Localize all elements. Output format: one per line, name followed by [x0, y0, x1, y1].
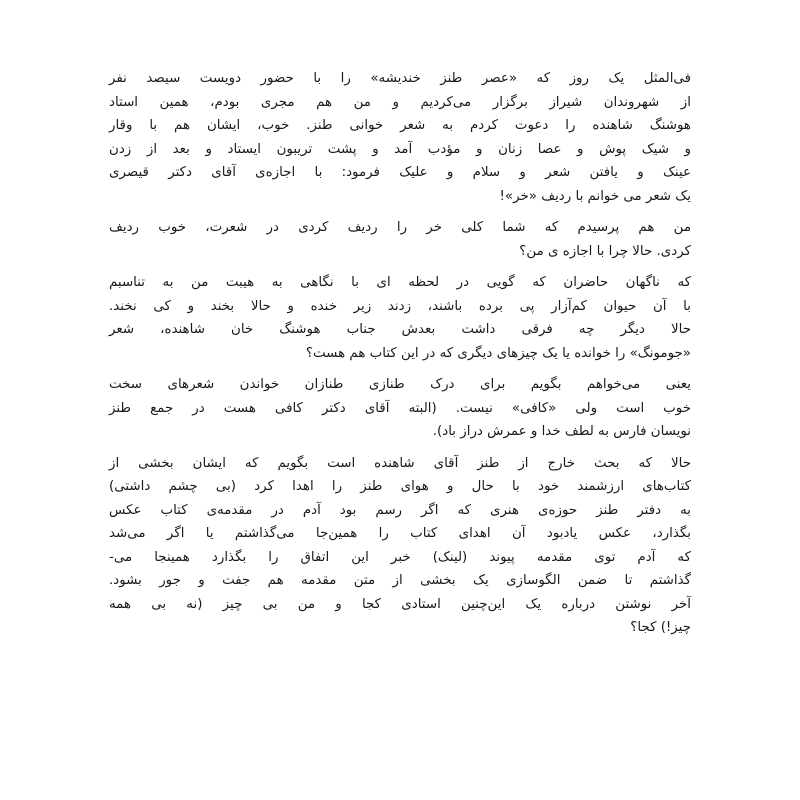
- text-line: و شیک پوش و عصا زنان و مؤدب آمد و پشت تریبون ایستاد و بعد از زدن: [109, 141, 691, 157]
- paragraph-2: [109, 216, 691, 263]
- text-line: عینک و یافتن شعر و سلام و علیک فرمود: با اجازه‌ی آقای دکتر قیصری: [109, 165, 691, 180]
- text-line: من هم پرسیدم که شما کلی خر را ردیف کردی در شعرت، خوب ردیف: [109, 220, 691, 235]
- page-body-text: [109, 67, 691, 648]
- text-line: با آن حیوان کم‌آزار پی برده باشند، زدند زیر خنده و حالا بخند و کی نخند.: [109, 298, 691, 314]
- text-line: آخر نوشتن درباره یک این‌چنین استادی کجا و من بی چیز (نه بی همه: [109, 596, 691, 612]
- text-line: چیز!) کجا؟: [630, 620, 691, 635]
- text-line: حالا که بحث خارج از طنز آقای شاهنده است بگویم که ایشان بخشی از: [109, 455, 691, 471]
- text-line: کردی. حالا چرا با اجازه ی من؟: [519, 243, 691, 259]
- text-line: هوشنگ شاهنده را دعوت کردم به شعر خوانی طنز. خوب، ایشان هم با وقار: [109, 118, 691, 133]
- text-line: خوب است ولی «کافی» نیست. (البته آقای دکتر کافی هست در جمع طنز: [109, 400, 691, 416]
- paragraph-3: [109, 271, 691, 365]
- paragraph-5: [109, 452, 691, 640]
- text-line: نویسان فارس به لطف خدا و عمرش دراز باد).: [432, 424, 691, 439]
- text-line: گذاشتم تا ضمن الگوسازی یک بخشی از متن مقدمه هم جفت و جور بشود.: [109, 573, 691, 588]
- paragraph-1: [109, 67, 691, 208]
- text-line: فی‌المثل یک روز که «عصر طنز خندیشه» را با حضور دویست سیصد نفر: [109, 71, 691, 86]
- text-line: به دفتر طنز حوزه‌ی هنری که اگر رسم بود آدم در مقدمه‌ی کتاب عکس: [109, 502, 691, 518]
- text-line: حالا دیگر چه فرقی داشت بعدش جناب هوشنگ خان شاهنده، شعر: [109, 322, 691, 337]
- text-line: که ناگهان حاضران که گویی در لحظه ای با نگاهی به هیبت من به تناسبم: [109, 275, 691, 290]
- paragraph-4: [109, 373, 691, 444]
- text-line: یعنی می‌خواهم بگویم برای درک طنازی طنازان خواندن شعرهای سخت: [109, 377, 691, 392]
- text-line: «جومونگ» را خوانده یا یک چیزهای دیگری که در این کتاب هم هست؟: [305, 345, 691, 361]
- text-line: یک شعر می خوانم با ردیف «خر»!: [499, 188, 691, 204]
- text-line: بگذارد، عکس یادبود آن اهدای کتاب را همین‌جا می‌گذاشتم یا اگر می‌شد: [109, 526, 691, 541]
- text-line: که آدم توی مقدمه پیوند (لینک) خبر این اتفاق را بگذارد همینجا می-: [109, 549, 691, 565]
- text-line: از شهروندان شیراز برگزار می‌کردیم و من هم مجری بودم، همین استاد: [109, 94, 691, 110]
- text-line: کتاب‌های ارزشمند خود با حال و هوای طنز را اهدا کرد (بی چشم داشتی): [109, 479, 691, 494]
